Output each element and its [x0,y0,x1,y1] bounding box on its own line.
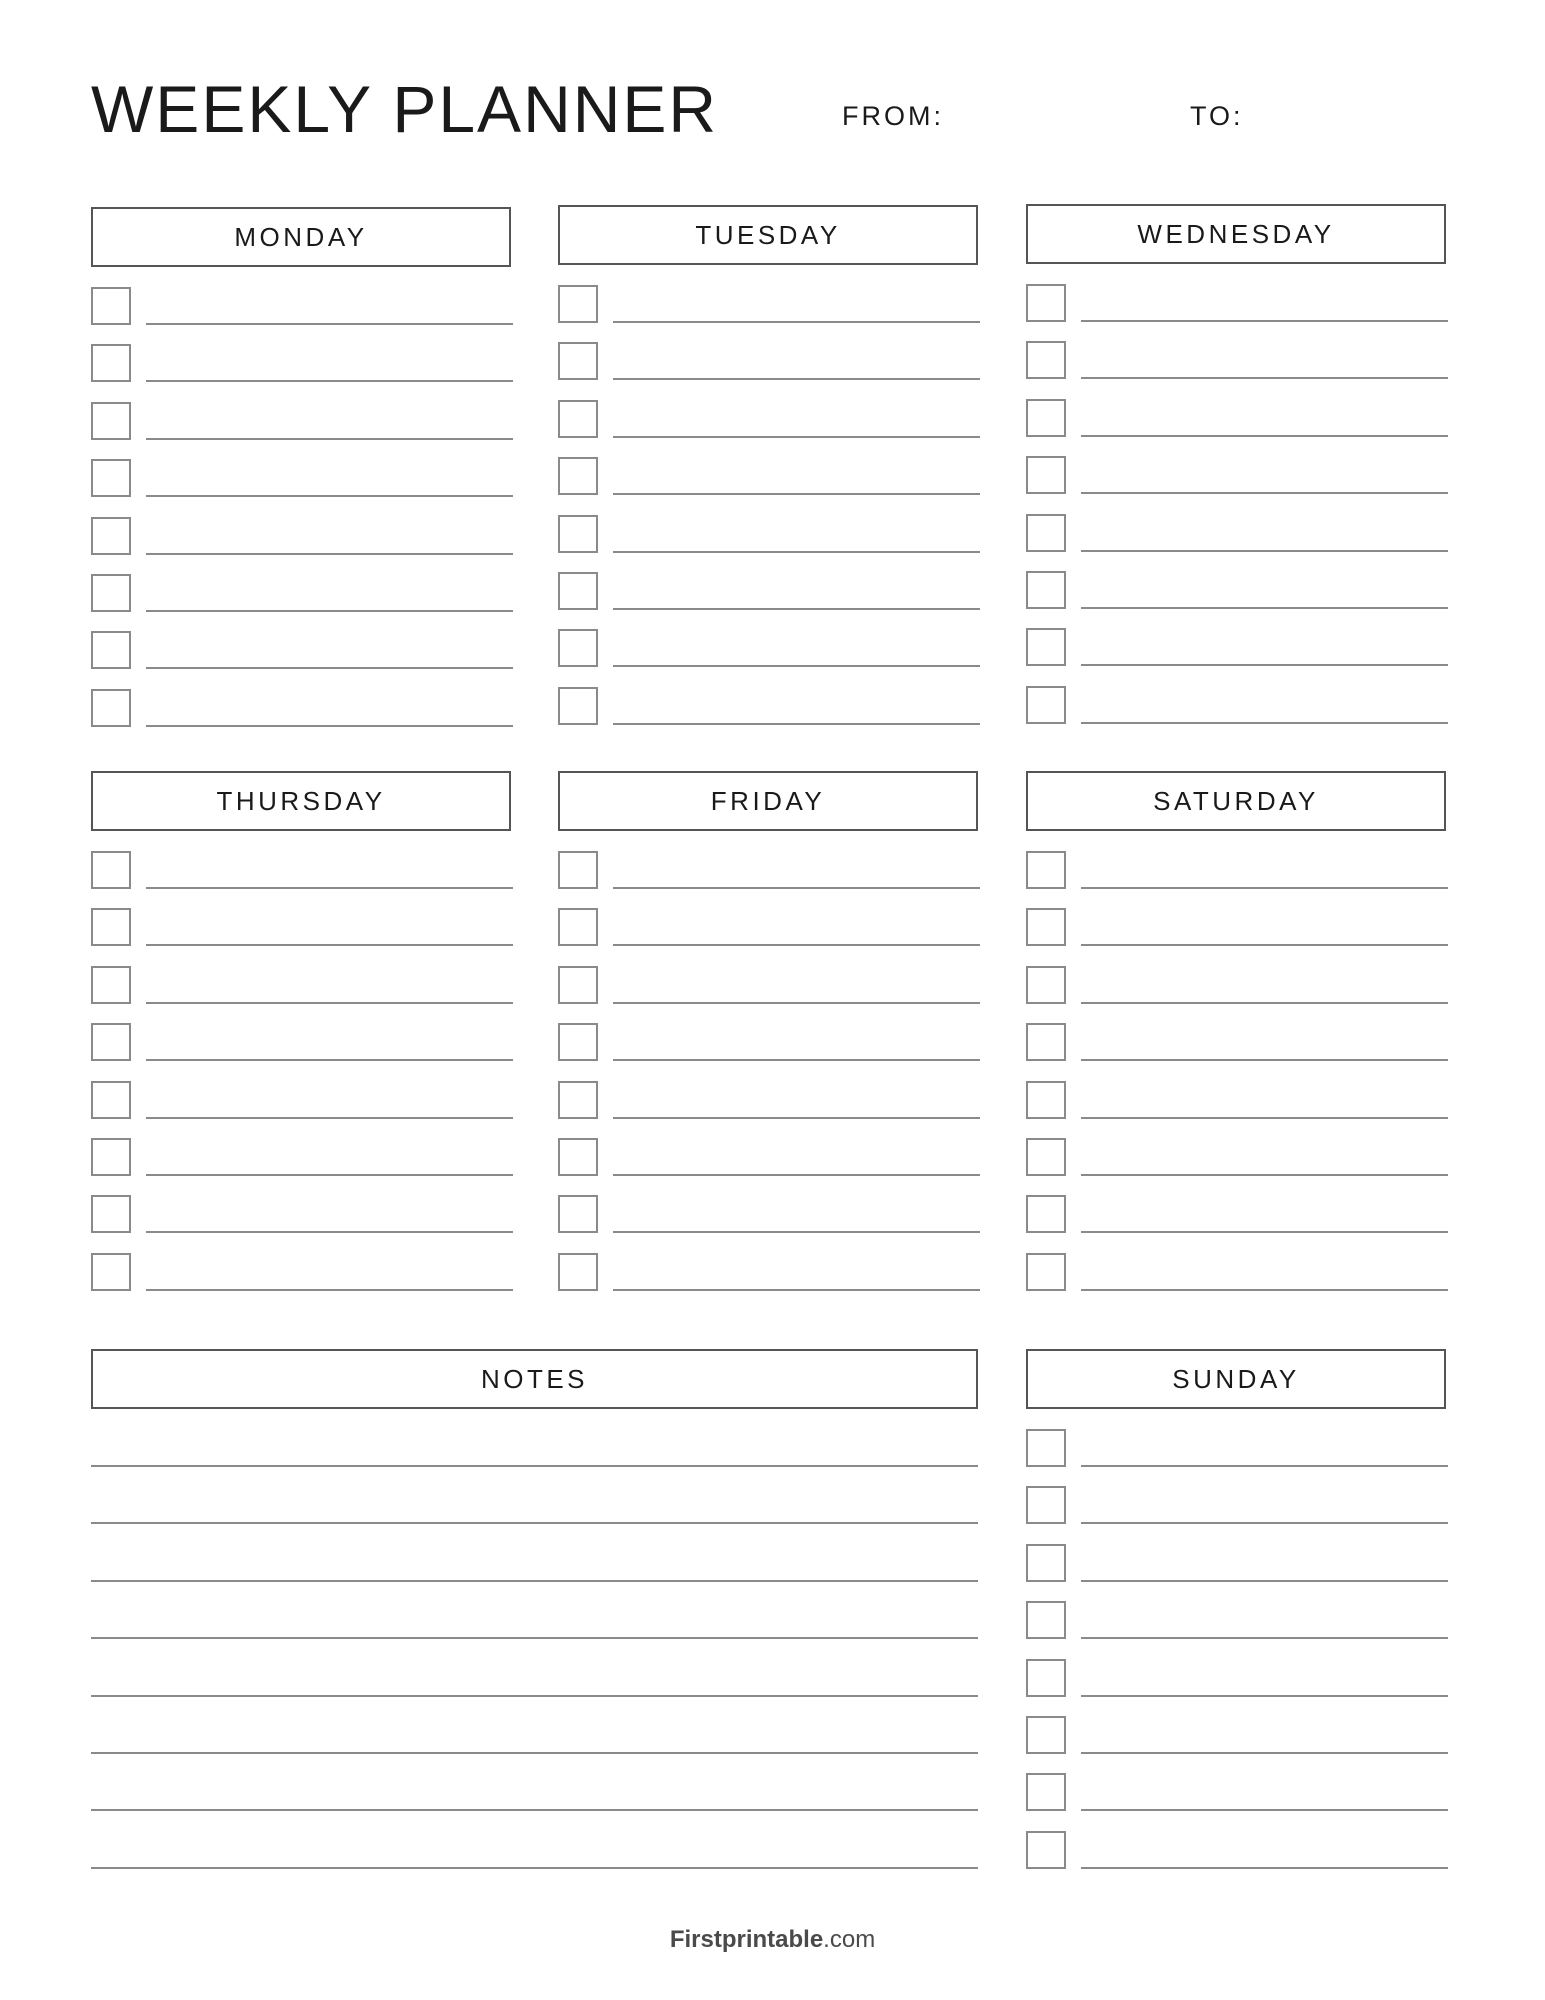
task-checkbox[interactable] [558,515,598,553]
notes-lines [91,1429,978,1888]
task-checkbox[interactable] [1026,1081,1066,1119]
task-row [558,908,978,965]
task-checkbox[interactable] [1026,399,1066,437]
task-write-line[interactable] [146,323,513,325]
day-header: SATURDAY [1026,771,1446,831]
day-section-monday [91,207,511,746]
task-write-line[interactable] [1081,1174,1448,1176]
day-section-wednesday [1026,204,1446,743]
task-row [1026,1429,1446,1486]
task-checkbox[interactable] [91,689,131,727]
task-write-line[interactable] [613,493,980,495]
day-header: SUNDAY [1026,1349,1446,1409]
task-row [91,689,511,746]
task-write-line[interactable] [146,1231,513,1233]
task-row [1026,1138,1446,1195]
task-write-line[interactable] [1081,1637,1448,1639]
task-write-line[interactable] [1081,1059,1448,1061]
task-checkbox[interactable] [558,908,598,946]
task-checkbox[interactable] [91,574,131,612]
task-row [1026,341,1446,398]
task-write-line[interactable] [1081,550,1448,552]
task-row [91,402,511,459]
task-list [91,287,511,746]
notes-header: NOTES [91,1349,978,1409]
task-checkbox[interactable] [1026,1195,1066,1233]
task-checkbox[interactable] [558,629,598,667]
task-write-line[interactable] [613,665,980,667]
task-checkbox[interactable] [91,1138,131,1176]
task-checkbox[interactable] [1026,1253,1066,1291]
task-list [1026,1429,1446,1888]
task-row [1026,1659,1446,1716]
task-write-line[interactable] [1081,320,1448,322]
task-checkbox[interactable] [1026,686,1066,724]
task-write-line[interactable] [1081,1002,1448,1004]
task-write-line[interactable] [613,378,980,380]
task-row [1026,456,1446,513]
task-checkbox[interactable] [1026,1429,1066,1467]
task-row [1026,1773,1446,1830]
task-checkbox[interactable] [1026,628,1066,666]
task-checkbox[interactable] [91,851,131,889]
from-label: FROM: [842,101,944,131]
task-checkbox[interactable] [91,287,131,325]
task-write-line[interactable] [613,1174,980,1176]
task-checkbox[interactable] [1026,1544,1066,1582]
task-checkbox[interactable] [558,1253,598,1291]
task-write-line[interactable] [1081,1809,1448,1811]
task-checkbox[interactable] [558,1023,598,1061]
task-checkbox[interactable] [1026,1831,1066,1869]
task-row [558,1195,978,1252]
task-write-line[interactable] [1081,435,1448,437]
task-row [1026,908,1446,965]
task-checkbox[interactable] [91,517,131,555]
task-row [91,1195,511,1252]
task-row [91,908,511,965]
task-row [1026,514,1446,571]
task-checkbox[interactable] [1026,284,1066,322]
notes-write-line[interactable] [91,1773,978,1830]
task-write-line[interactable] [146,667,513,669]
task-row [558,457,978,514]
task-write-line[interactable] [1081,664,1448,666]
task-write-line[interactable] [613,1231,980,1233]
task-checkbox[interactable] [91,1023,131,1061]
task-write-line[interactable] [1081,1465,1448,1467]
task-row [91,1081,511,1138]
task-checkbox[interactable] [1026,514,1066,552]
footer-brand-suffix: .com [823,1926,876,1953]
task-row [91,1253,511,1310]
task-write-line[interactable] [613,1059,980,1061]
task-checkbox[interactable] [1026,1023,1066,1061]
task-write-line[interactable] [1081,492,1448,494]
day-section-friday [558,771,978,1310]
task-checkbox[interactable] [1026,908,1066,946]
task-checkbox[interactable] [91,344,131,382]
task-write-line[interactable] [146,944,513,946]
task-checkbox[interactable] [91,966,131,1004]
task-checkbox[interactable] [91,1195,131,1233]
task-checkbox[interactable] [91,402,131,440]
day-header: THURSDAY [91,771,511,831]
task-checkbox[interactable] [1026,1601,1066,1639]
task-list [1026,284,1446,743]
notes-write-line[interactable] [91,1429,978,1486]
task-checkbox[interactable] [558,1138,598,1176]
task-row [558,1253,978,1310]
task-row [1026,966,1446,1023]
task-row [1026,1601,1446,1658]
task-row [558,851,978,908]
task-checkbox[interactable] [1026,341,1066,379]
task-write-line[interactable] [146,1059,513,1061]
task-write-line[interactable] [146,438,513,440]
task-row [1026,1195,1446,1252]
task-row [1026,1486,1446,1543]
task-checkbox[interactable] [558,1081,598,1119]
task-write-line[interactable] [613,321,980,323]
task-row [558,1081,978,1138]
task-row [91,1138,511,1195]
day-header: TUESDAY [558,205,978,265]
task-row [558,342,978,399]
task-write-line[interactable] [613,723,980,725]
task-write-line[interactable] [146,553,513,555]
day-section-saturday [1026,771,1446,1310]
task-write-line[interactable] [613,1289,980,1291]
task-row [1026,571,1446,628]
notes-write-line[interactable] [91,1544,978,1601]
task-write-line[interactable] [146,1002,513,1004]
task-checkbox[interactable] [1026,1659,1066,1697]
task-write-line[interactable] [1081,377,1448,379]
task-write-line[interactable] [613,608,980,610]
task-write-line[interactable] [1081,944,1448,946]
task-write-line[interactable] [613,1117,980,1119]
task-write-line[interactable] [146,725,513,727]
task-write-line[interactable] [613,436,980,438]
task-write-line[interactable] [1081,1867,1448,1869]
task-row [558,1023,978,1080]
task-checkbox[interactable] [558,966,598,1004]
task-write-line[interactable] [146,887,513,889]
task-row [558,515,978,572]
task-checkbox[interactable] [558,1195,598,1233]
task-write-line[interactable] [1081,887,1448,889]
task-write-line[interactable] [613,887,980,889]
notes-write-line[interactable] [91,1659,978,1716]
task-row [1026,1023,1446,1080]
task-checkbox[interactable] [558,457,598,495]
task-row [91,1023,511,1080]
task-row [1026,1831,1446,1888]
task-write-line[interactable] [1081,1695,1448,1697]
notes-section [91,1349,978,1888]
task-row [1026,1716,1446,1773]
page-title: WEEKLY PLANNER [91,72,719,146]
task-checkbox[interactable] [558,400,598,438]
task-checkbox[interactable] [91,908,131,946]
task-write-line[interactable] [1081,1231,1448,1233]
task-row [1026,1081,1446,1138]
task-row [1026,628,1446,685]
task-write-line[interactable] [1081,1289,1448,1291]
task-row [1026,851,1446,908]
task-checkbox[interactable] [1026,571,1066,609]
task-write-line[interactable] [146,1289,513,1291]
task-write-line[interactable] [1081,1580,1448,1582]
task-checkbox[interactable] [558,572,598,610]
day-section-tuesday [558,205,978,744]
task-checkbox[interactable] [91,1081,131,1119]
task-write-line[interactable] [1081,1522,1448,1524]
notes-write-line[interactable] [91,1486,978,1543]
task-write-line[interactable] [613,551,980,553]
notes-write-line[interactable] [91,1601,978,1658]
task-checkbox[interactable] [558,342,598,380]
task-write-line[interactable] [613,1002,980,1004]
task-write-line[interactable] [1081,722,1448,724]
task-checkbox[interactable] [1026,851,1066,889]
to-label: TO: [1190,101,1244,131]
task-row [91,344,511,401]
task-row [558,687,978,744]
task-list [558,851,978,1310]
task-checkbox[interactable] [1026,966,1066,1004]
task-checkbox[interactable] [558,285,598,323]
task-list [1026,851,1446,1310]
task-checkbox[interactable] [1026,1138,1066,1176]
task-row [558,966,978,1023]
task-row [558,629,978,686]
notes-write-line[interactable] [91,1831,978,1888]
task-write-line[interactable] [1081,1117,1448,1119]
task-row [558,400,978,457]
task-list [91,851,511,1310]
task-row [91,631,511,688]
task-row [1026,284,1446,341]
task-row [91,287,511,344]
task-write-line[interactable] [1081,607,1448,609]
task-write-line[interactable] [146,1174,513,1176]
day-header: WEDNESDAY [1026,204,1446,264]
task-row [1026,399,1446,456]
task-checkbox[interactable] [1026,1716,1066,1754]
task-row [558,572,978,629]
task-row [1026,1544,1446,1601]
task-row [558,1138,978,1195]
footer-brand [0,1926,1545,1954]
task-checkbox[interactable] [91,459,131,497]
task-write-line[interactable] [146,380,513,382]
task-row [91,851,511,908]
task-write-line[interactable] [613,944,980,946]
footer-brand-name: Firstprintable [669,1926,824,1953]
task-checkbox[interactable] [558,851,598,889]
task-checkbox[interactable] [1026,1486,1066,1524]
task-row [91,574,511,631]
task-list [558,285,978,744]
task-row [1026,1253,1446,1310]
task-write-line[interactable] [146,610,513,612]
day-header: MONDAY [91,207,511,267]
day-section-thursday [91,771,511,1310]
task-write-line[interactable] [146,495,513,497]
task-checkbox[interactable] [91,631,131,669]
task-row [558,285,978,342]
task-row [91,966,511,1023]
notes-write-line[interactable] [91,1716,978,1773]
task-checkbox[interactable] [1026,456,1066,494]
task-row [91,517,511,574]
task-checkbox[interactable] [1026,1773,1066,1811]
task-checkbox[interactable] [91,1253,131,1291]
day-header: FRIDAY [558,771,978,831]
task-row [1026,686,1446,743]
day-section-sunday [1026,1349,1446,1888]
task-checkbox[interactable] [558,687,598,725]
task-row [91,459,511,516]
task-write-line[interactable] [1081,1752,1448,1754]
task-write-line[interactable] [146,1117,513,1119]
